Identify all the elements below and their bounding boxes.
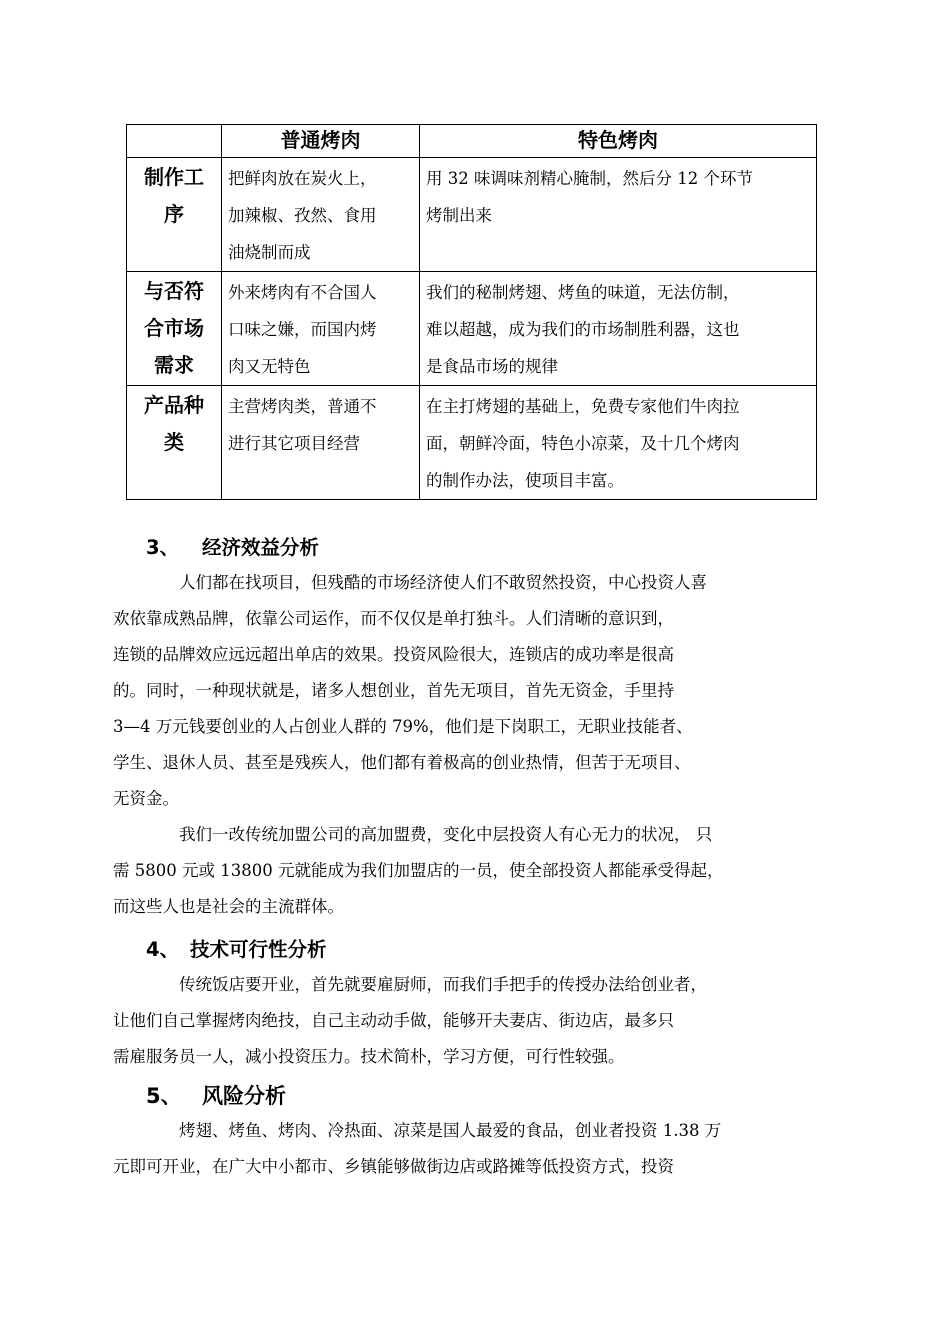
cell-line: 在主打烤翅的基础上，免费专家他们牛肉拉 xyxy=(426,397,740,416)
section-heading xyxy=(146,935,826,965)
section-title: 技术可行性分析 xyxy=(190,938,327,961)
cell-line: 面，朝鲜冷面，特色小凉菜，及十几个烤肉 xyxy=(426,434,740,453)
text-line: 让他们自己掌握烤肉绝技，自己主动动手做，能够开夫妻店、街边店，最多只 xyxy=(113,1011,674,1030)
special-cell xyxy=(420,158,817,272)
table-header-row xyxy=(127,125,817,158)
row-label-line: 产品种 xyxy=(144,393,204,417)
section-economic xyxy=(113,533,826,925)
cell-line: 外来烤肉有不合国人 xyxy=(228,283,377,302)
text-line: 连锁的品牌效应远远超出单店的效果。投资风险很大，连锁店的成功率是很高 xyxy=(113,645,674,664)
cell-line: 难以超越，成为我们的市场制胜利器，这也 xyxy=(426,320,740,339)
table-row xyxy=(127,272,817,386)
normal-cell xyxy=(222,386,420,500)
section-heading xyxy=(146,533,826,563)
text-line: 人们都在找项目，但残酷的市场经济使人们不敢贸然投资，中心投资人喜 xyxy=(179,573,707,592)
text-line: 烤翅、烤鱼、烤肉、冷热面、凉菜是国人最爱的食品，创业者投资 1.38 万 xyxy=(179,1121,722,1140)
text-line: 学生、退休人员、甚至是残疾人，他们都有着极高的创业热情，但苦于无项目、 xyxy=(113,753,691,772)
cell-line: 的制作办法，使项目丰富。 xyxy=(426,471,624,490)
section-risk xyxy=(113,1081,826,1185)
row-label-line: 类 xyxy=(164,430,184,454)
normal-cell xyxy=(222,272,420,386)
row-label-line: 需求 xyxy=(154,353,194,377)
row-label-line: 制作工 xyxy=(144,165,204,189)
table-row xyxy=(127,386,817,500)
paragraph xyxy=(113,967,826,1075)
cell-line: 主营烤肉类，普通不 xyxy=(228,397,377,416)
cell-line: 是食品市场的规律 xyxy=(426,357,558,376)
row-label-line: 与否符 xyxy=(144,279,204,303)
text-line: 3—4 万元钱要创业的人占创业人群的 79%，他们是下岗职工，无职业技能者、 xyxy=(113,717,693,736)
text-line: 传统饭店要开业，首先就要雇厨师，而我们手把手的传授办法给创业者， xyxy=(179,975,707,994)
table-row xyxy=(127,158,817,272)
section-number: 5、 xyxy=(146,1084,182,1108)
text-line: 需 5800 元或 13800 元就能成为我们加盟店的一员，使全部投资人都能承受得起， xyxy=(113,861,724,880)
row-label-line: 序 xyxy=(164,202,184,226)
section-title: 经济效益分析 xyxy=(202,536,320,559)
text-line: 的。同时，一种现状就是，诸多人想创业，首先无项目，首先无资金，手里持 xyxy=(113,681,674,700)
comparison-table xyxy=(126,124,817,500)
text-line: 无资金。 xyxy=(113,789,179,808)
row-label xyxy=(127,386,222,500)
cell-line: 用 32 味调味剂精心腌制，然后分 12 个环节 xyxy=(426,169,753,188)
row-label xyxy=(127,158,222,272)
cell-line: 油烧制而成 xyxy=(228,243,311,262)
row-label-line: 合市场 xyxy=(144,316,204,340)
cell-line: 烤制出来 xyxy=(426,206,492,225)
cell-line: 口味之嫌，而国内烤 xyxy=(228,320,377,339)
paragraph xyxy=(113,565,826,817)
header-cell-special: 特色烤肉 xyxy=(420,125,817,158)
text-line: 而这些人也是社会的主流群体。 xyxy=(113,897,344,916)
text-line: 元即可开业，在广大中小都市、乡镇能够做街边店或路摊等低投资方式，投资 xyxy=(113,1157,674,1176)
paragraph xyxy=(113,817,826,925)
text-line: 我们一改传统加盟公司的高加盟费，变化中层投资人有心无力的状况， 只 xyxy=(179,825,713,844)
cell-line: 把鲜肉放在炭火上， xyxy=(228,169,377,188)
section-technical xyxy=(113,935,826,1075)
paragraph xyxy=(113,1113,826,1185)
cell-line: 肉又无特色 xyxy=(228,357,311,376)
section-number: 4、 xyxy=(146,938,180,961)
header-cell-normal: 普通烤肉 xyxy=(222,125,420,158)
cell-line: 加辣椒、孜然、食用 xyxy=(228,206,377,225)
normal-cell xyxy=(222,158,420,272)
special-cell xyxy=(420,386,817,500)
cell-line: 进行其它项目经营 xyxy=(228,434,360,453)
section-number: 3、 xyxy=(146,536,180,559)
section-title: 风险分析 xyxy=(202,1084,286,1108)
row-label xyxy=(127,272,222,386)
section-heading xyxy=(146,1081,826,1111)
special-cell xyxy=(420,272,817,386)
header-cell-blank xyxy=(127,125,222,158)
text-line: 需雇服务员一人，减小投资压力。技术简朴，学习方便，可行性较强。 xyxy=(113,1047,625,1066)
cell-line: 我们的秘制烤翅、烤鱼的味道，无法仿制， xyxy=(426,283,740,302)
text-line: 欢依靠成熟品牌，依靠公司运作，而不仅仅是单打独斗。人们清晰的意识到， xyxy=(113,609,674,628)
